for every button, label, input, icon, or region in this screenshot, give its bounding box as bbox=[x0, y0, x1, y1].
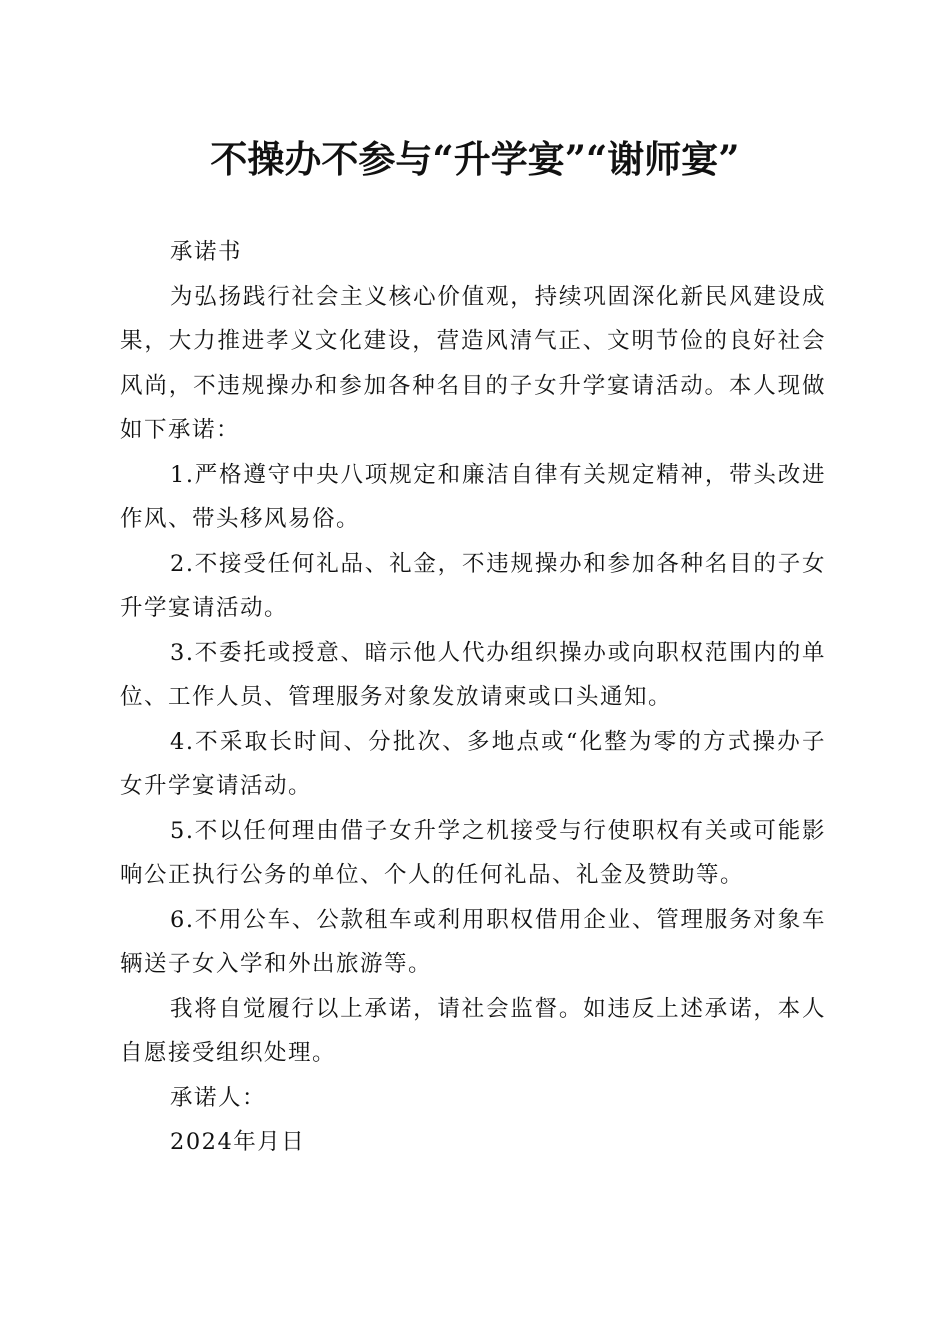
closing-paragraph: 我将自觉履行以上承诺，请社会监督。如违反上述承诺，本人自愿接受组织处理。 bbox=[120, 995, 826, 1066]
heading-text: 承诺书 bbox=[170, 239, 243, 265]
document-body bbox=[120, 230, 826, 1165]
signer-label: 承诺人： bbox=[170, 1084, 267, 1111]
intro-paragraph: 为弘扬践行社会主义核心价值观，持续巩固深化新民风建设成果，大力推进孝义文化建设，营造风清气正、文明节俭的良好社会风尚，不违规操办和参加各种名目的子女升学宴请活动。本人现做如下承诺： bbox=[120, 283, 826, 443]
commitment-item-4: 4.不采取长时间、分批次、多地点或“化整为零的方式操办子女升学宴请活动。 bbox=[120, 728, 826, 799]
commitment-item-5: 5.不以任何理由借子女升学之机接受与行使职权有关或可能影响公正执行公务的单位、个人的任何礼品、礼金及赞助等。 bbox=[120, 817, 826, 888]
date-label: 2024年月日 bbox=[170, 1129, 306, 1155]
commitment-item-6: 6.不用公车、公款租车或利用职权借用企业、管理服务对象车辆送子女入学和外出旅游等。 bbox=[120, 906, 826, 977]
commitment-item-2: 2.不接受任何礼品、礼金，不违规操办和参加各种名目的子女升学宴请活动。 bbox=[120, 550, 826, 621]
document-title: 不操办不参与“升学宴”“谢师宴” bbox=[210, 137, 740, 181]
commitment-item-1: 1.严格遵守中央八项规定和廉洁自律有关规定精神，带头改进作风、带头移风易俗。 bbox=[120, 461, 826, 532]
commitment-item-3: 3.不委托或授意、暗示他人代办组织操办或向职权范围内的单位、工作人员、管理服务对象发放请柬或口头通知。 bbox=[120, 639, 826, 710]
